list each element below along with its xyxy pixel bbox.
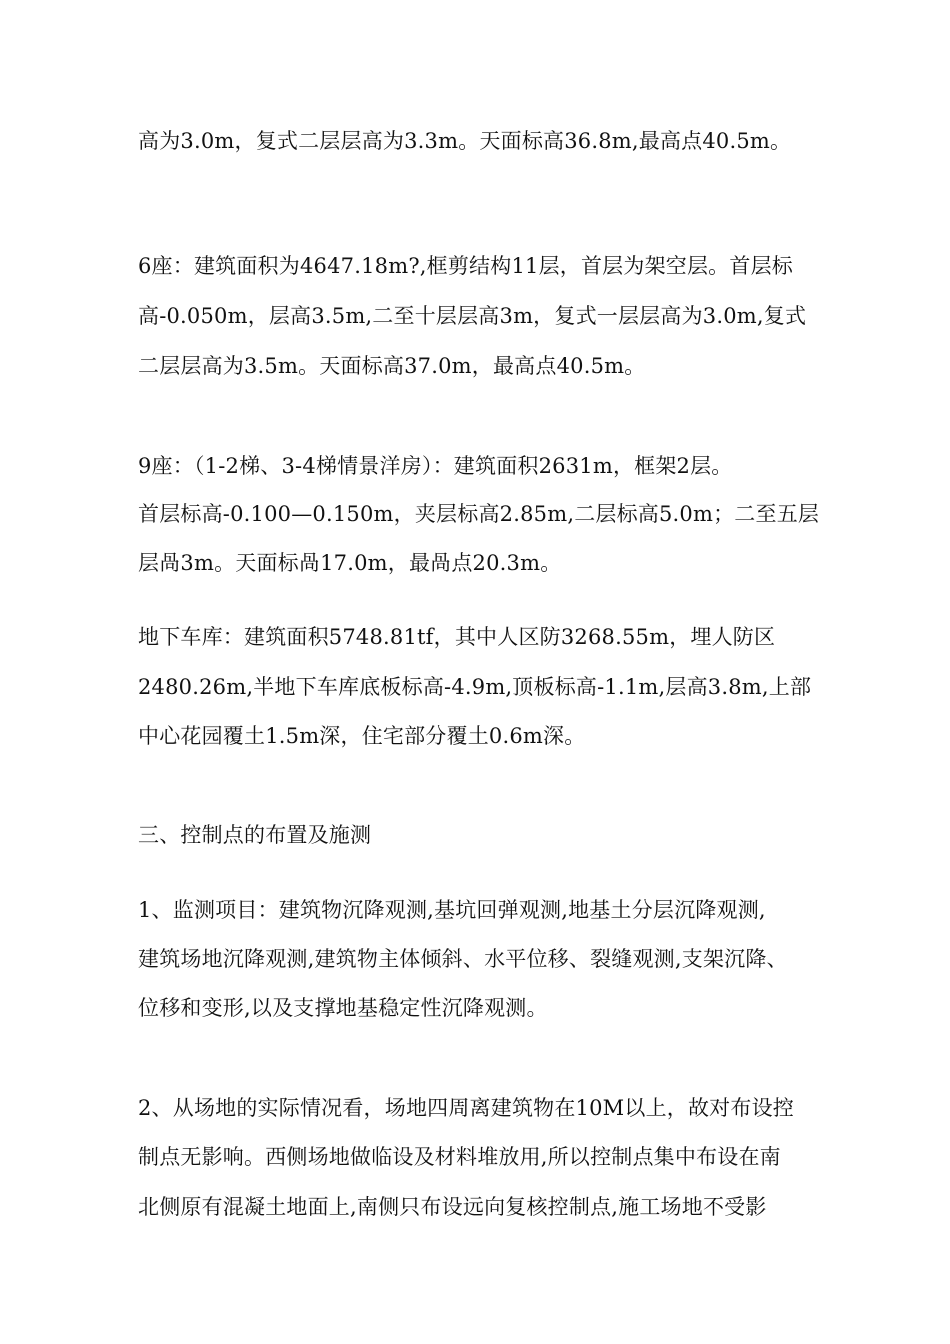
paragraph-6-line-2: 建筑场地沉降观测,建筑物主体倾斜、水平位移、裂缝观测,支架沉降、 xyxy=(138,947,788,971)
section-heading: 三、控制点的布置及施测 xyxy=(138,823,372,847)
paragraph-3-line-1: 9座：（1-2梯、3-4梯情景洋房）：建筑面积2631m，框架2层。 xyxy=(138,454,733,478)
paragraph-7-line-1: 2、从场地的实际情况看，场地四周离建筑物在10M以上，故对布设控 xyxy=(138,1096,794,1120)
paragraph-4-line-1: 地下车库：建筑面积5748.81tf，其中人区防3268.55m，埋人防区 xyxy=(138,625,776,649)
paragraph-2-line-3: 二层层高为3.5m。天面标高37.0m，最高点40.5m。 xyxy=(138,354,646,378)
paragraph-1-line-1: 高为3.0m，复式二层层高为3.3m。天面标高36.8m,最高点40.5m。 xyxy=(138,129,792,153)
paragraph-3-line-2: 首层标高-0.100—0.150m，夹层标高2.85m,二层标高5.0m；二至五层 xyxy=(138,502,820,526)
paragraph-3-line-3: 层咼3m。天面标咼17.0m，最咼点20.3m。 xyxy=(138,551,562,575)
paragraph-4-line-2: 2480.26m,半地下车库底板标高-4.9m,顶板标高-1.1m,层高3.8m,上部 xyxy=(138,675,812,699)
paragraph-6-line-3: 位移和变形,以及支撑地基稳定性沉降观测。 xyxy=(138,996,548,1020)
paragraph-7-line-3: 北侧原有混凝土地面上,南侧只布设远向复核控制点,施工场地不受影 xyxy=(138,1195,767,1219)
paragraph-7-line-2: 制点无影响。西侧场地做临设及材料堆放用,所以控制点集中布设在南 xyxy=(138,1145,781,1169)
paragraph-2-line-2: 高-0.050m，层高3.5m,二至十层层高3m，复式一层层高为3.0m,复式 xyxy=(138,304,807,328)
paragraph-2-line-1: 6座：建筑面积为4647.18m?,框剪结构11层，首层为架空层。首层标 xyxy=(138,254,793,278)
paragraph-4-line-3: 中心花园覆土1.5m深，住宅部分覆土0.6m深。 xyxy=(138,724,586,748)
paragraph-6-line-1: 1、监测项目：建筑物沉降观测,基坑回弹观测,地基土分层沉降观测, xyxy=(138,898,766,922)
